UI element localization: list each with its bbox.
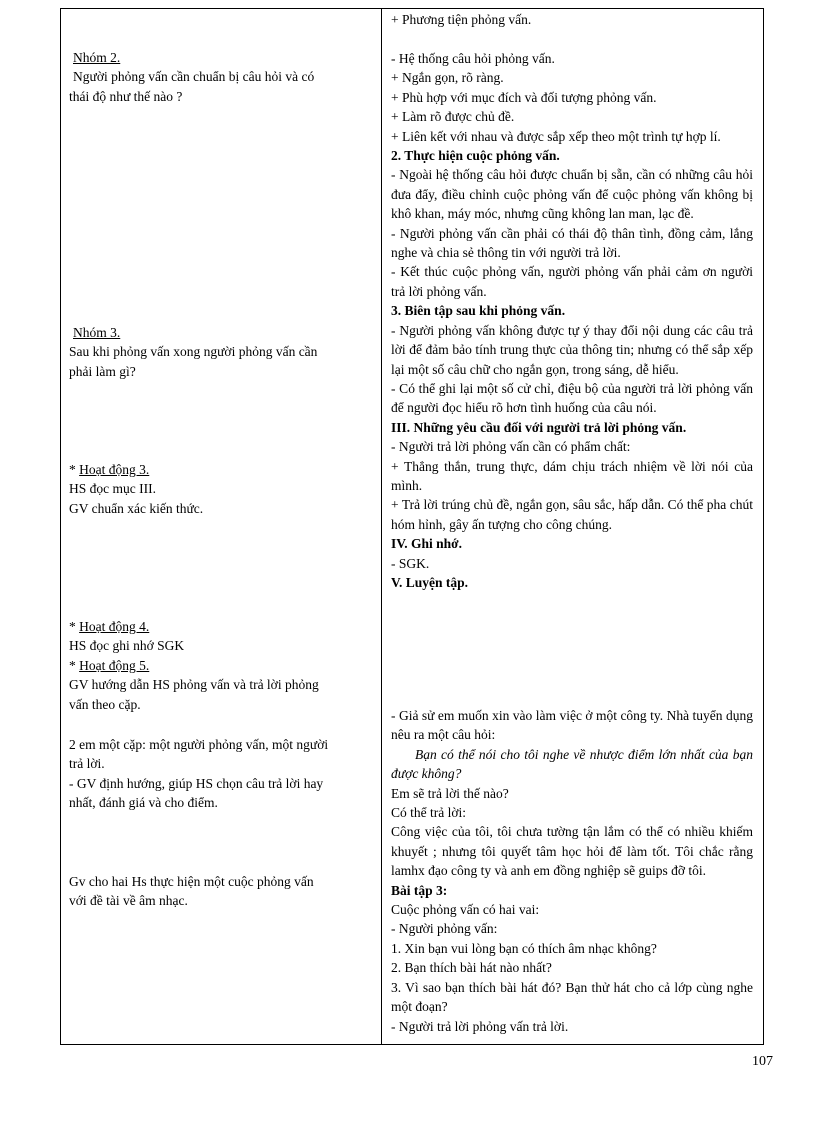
text-line: + Phù hợp với mục đích và đối tượng phỏng vấn. bbox=[391, 89, 657, 105]
paragraph: 3. Vì sao bạn thích bài hát đó? Bạn thử hát cho cả lớp cùng nghe một đoạn? bbox=[391, 979, 753, 1015]
music-interview-block bbox=[69, 872, 375, 911]
section-heading: 2. Thực hiện cuộc phỏng vấn. bbox=[391, 148, 560, 164]
pair-work-block bbox=[69, 735, 375, 813]
activity-4-line: HS đọc ghi nhớ SGK bbox=[69, 638, 185, 654]
group-2-line: thái độ như thế nào ? bbox=[69, 88, 183, 104]
activity-4-block bbox=[69, 617, 375, 656]
text-line: 2. Bạn thích bài hát nào nhất? bbox=[391, 960, 552, 976]
text-line: + Phương tiện phỏng vấn. bbox=[391, 12, 532, 27]
activity-3-line: GV chuẩn xác kiến thức. bbox=[69, 500, 204, 516]
page-number: 107 bbox=[752, 1054, 773, 1069]
sample-answer: Công việc của tôi, tôi chưa tường tận lắm có thể có nhiều khiếm khuyết ; nhưng tôi quyết tâm học hỏi để làm tốt. Tôi chắc rằng lamhx đạo công ty và anh em đồng nghiệp sẽ guips đỡ tôi. bbox=[391, 824, 753, 879]
employer-question: Bạn có thể nói cho tôi nghe về nhược điểm lớn nhất của bạn được không? bbox=[391, 746, 753, 782]
activity-5-title: Hoạt động 5. bbox=[79, 658, 150, 673]
pair-work-line: 2 em một cặp: một người phỏng vấn, một người bbox=[69, 737, 329, 752]
column-divider bbox=[381, 9, 382, 1044]
text-line: - Người phỏng vấn: bbox=[391, 921, 498, 937]
activity-5-line: vấn theo cặp. bbox=[69, 696, 141, 712]
paragraph: - Người phỏng vấn cần phải có thái độ thân tình, đồng cảm, lắng nghe và chia sẻ thông tin với người trả lời. bbox=[391, 225, 753, 261]
group-3-line: phải làm gì? bbox=[69, 363, 136, 379]
paragraph: + Thẳng thắn, trung thực, dám chịu trách nhiệm về lời nói của mình. bbox=[391, 458, 753, 493]
section-heading: Bài tập 3: bbox=[391, 882, 448, 898]
pair-work-line: trả lời. bbox=[69, 756, 105, 772]
music-interview-line: với đề tài về âm nhạc. bbox=[69, 893, 188, 909]
text-line: + Làm rõ được chủ đề. bbox=[391, 109, 515, 125]
paragraph: - Ngoài hệ thống câu hỏi được chuẩn bị sẵn, cần có những câu hỏi đưa đẩy, điều chỉnh cuộc phỏng vấn để cuộc phỏng vấn không bị khô khan, máy móc, nhưng cũng không lan man, lạc đề. bbox=[391, 167, 753, 222]
section-heading: IV. Ghi nhớ. bbox=[391, 536, 463, 552]
group-2-line: Người phỏng vấn cần chuẩn bị câu hỏi và có bbox=[73, 69, 315, 85]
paragraph: - Có thể ghi lại một số cử chỉ, điệu bộ của người trả lời phỏng vấn để người đọc hiểu rõ hơn tình huống của câu nói. bbox=[391, 380, 753, 416]
text-line: - SGK. bbox=[391, 555, 430, 571]
group-2-block bbox=[69, 48, 375, 106]
activity-3-line: HS đọc mục III. bbox=[69, 481, 156, 497]
group-3-line: Sau khi phỏng vấn xong người phỏng vấn cần bbox=[69, 344, 318, 360]
group-3-title: Nhóm 3. bbox=[73, 325, 121, 340]
paragraph: - Người phỏng vấn không được tự ý thay đổi nội dung các câu trả lời để đảm bảo tính trung thực của thông tin; nhưng có thể sắp xếp lại một số câu chữ cho ngắn gọn, trong sáng, dễ hiểu. bbox=[391, 322, 753, 377]
text-line: - Hệ thống câu hỏi phỏng vấn. bbox=[391, 51, 555, 66]
pair-work-line: - GV định hướng, giúp HS chọn câu trả lời hay bbox=[69, 775, 324, 791]
text-line: Cuộc phỏng vấn có hai vai: bbox=[391, 902, 540, 918]
lesson-table bbox=[60, 8, 764, 1045]
section-heading: III. Những yêu cầu đối với người trả lời phỏng vấn. bbox=[391, 419, 687, 435]
right-top-block bbox=[391, 10, 753, 29]
section-2-block bbox=[391, 49, 753, 592]
section-heading: V. Luyện tập. bbox=[391, 574, 469, 590]
activity-4-title: Hoạt động 4. bbox=[79, 619, 150, 634]
activity-3-title: Hoạt động 3. bbox=[79, 462, 150, 477]
text-line: 1. Xin bạn vui lòng bạn có thích âm nhạc không? bbox=[391, 940, 657, 956]
paragraph: + Trả lời trúng chủ đề, ngắn gọn, sâu sắc, hấp dẫn. Có thể pha chút hóm hỉnh, gây ấn tượng cho công chúng. bbox=[391, 497, 753, 532]
exercise-block bbox=[391, 706, 753, 1036]
music-interview-line: Gv cho hai Hs thực hiện một cuộc phỏng vấn bbox=[69, 874, 314, 889]
paragraph: + Liên kết với nhau và được sắp xếp theo một trình tự hợp lí. bbox=[391, 128, 721, 144]
activity-5-heading: * Hoạt động 5. bbox=[69, 658, 150, 673]
activity-5-block bbox=[69, 656, 375, 714]
text-line: Em sẽ trả lời thế nào? bbox=[391, 785, 509, 801]
group-2-title: Nhóm 2. bbox=[73, 50, 121, 65]
text-line: + Ngắn gọn, rõ ràng. bbox=[391, 70, 504, 86]
text-line: - Người trả lời phỏng vấn cần có phẩm chất: bbox=[391, 439, 631, 455]
group-3-block bbox=[69, 323, 375, 381]
paragraph: - Giả sử em muốn xin vào làm việc ở một công ty. Nhà tuyển dụng nêu ra một câu hỏi: bbox=[391, 708, 753, 743]
paragraph: - Kết thúc cuộc phỏng vấn, người phỏng vấn phải cảm ơn người trả lời phỏng vấn. bbox=[391, 264, 753, 299]
activity-3-block bbox=[69, 460, 375, 518]
activity-5-line: GV hướng dẫn HS phỏng vấn và trả lời phỏng bbox=[69, 677, 319, 693]
pair-work-line: nhất, đánh giá và cho điểm. bbox=[69, 795, 218, 811]
text-line: - Người trả lời phỏng vấn trả lời. bbox=[391, 1018, 569, 1034]
text-line: Có thể trả lời: bbox=[391, 805, 467, 821]
section-heading: 3. Biên tập sau khi phỏng vấn. bbox=[391, 303, 566, 319]
activity-3-heading: * Hoạt động 3. bbox=[69, 462, 150, 477]
activity-4-heading: * Hoạt động 4. bbox=[69, 619, 150, 634]
